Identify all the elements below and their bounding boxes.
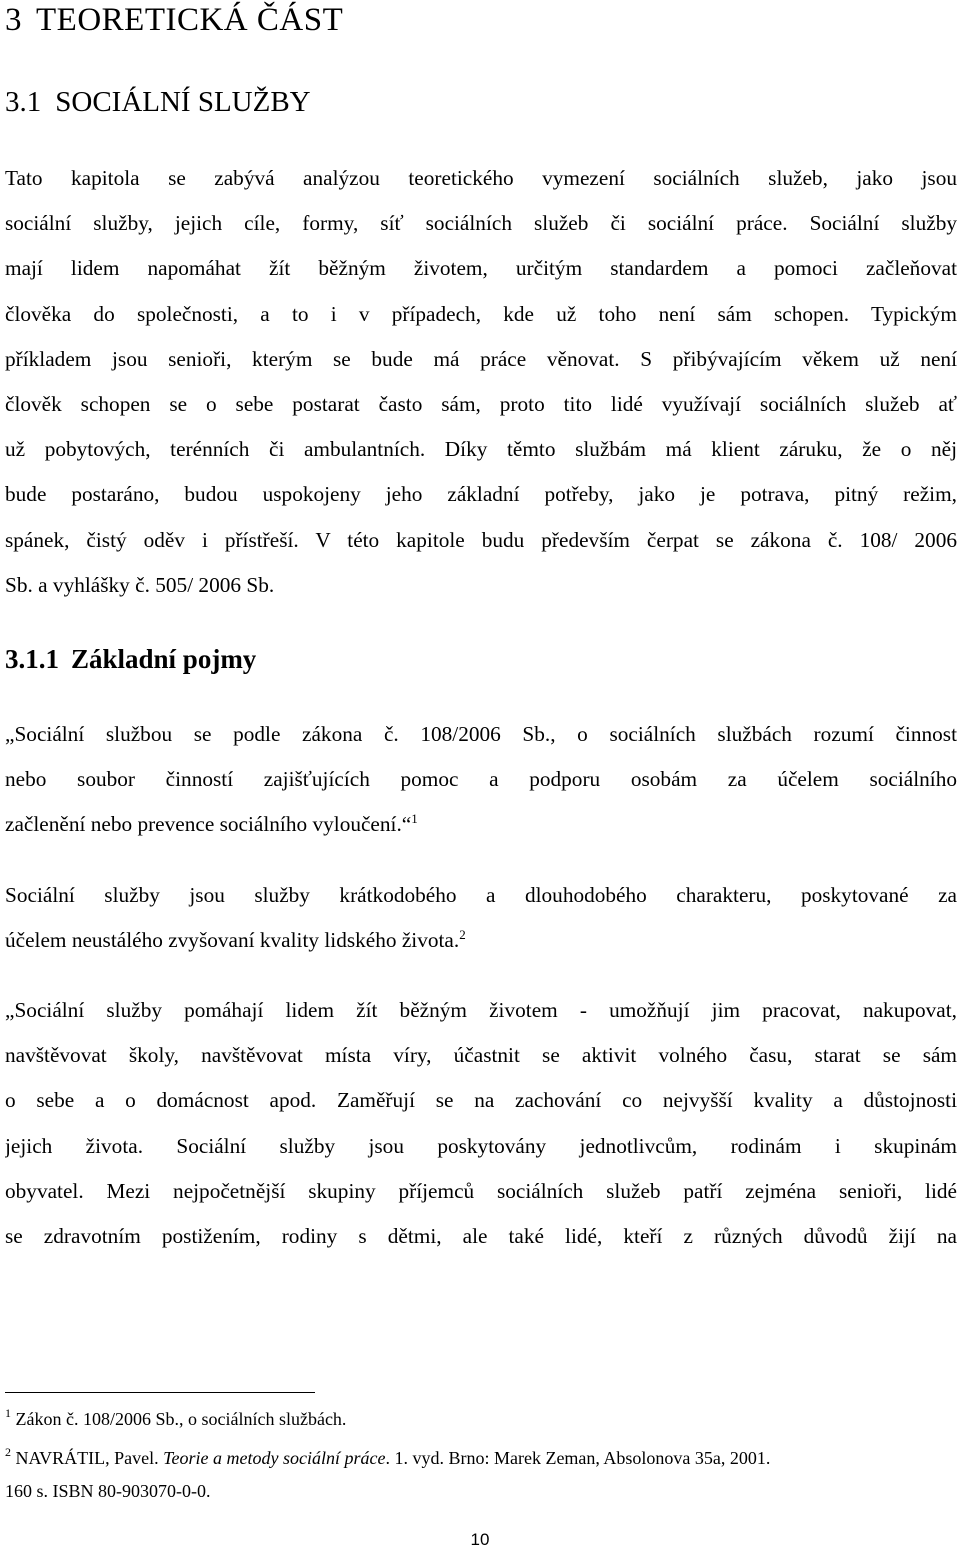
text-line: člověk schopen se o sebe postarat často sám, proto tito lidé využívají sociálních služeb ať [5,391,957,416]
text-line: navštěvovat školy, navštěvovat místa víry, účastnit se aktivit volného času, starat se sám [5,1043,957,1068]
page-number: 10 [470,1530,490,1549]
footnote-book-title: Teorie a metody sociální práce [163,1448,386,1468]
section-heading [5,82,311,122]
text-line: o sebe a o domácnost apod. Zaměřují se na zachování co nejvyšší kvality a důstojnosti [5,1088,957,1113]
text-line: obyvatel. Mezi nejpočetnější skupiny příjemců sociálních služeb patří zejména senioři, lidé [5,1178,957,1203]
text-line: jejich života. Sociální služby jsou poskytovány jednotlivcům, rodinám i skupinám [5,1133,957,1158]
text-line: bude postaráno, budou uspokojeny jeho základní potřeby, jako je potrava, pitný režim, [5,482,957,507]
paragraph-services-quote [5,988,957,1259]
text-line: Tato kapitola se zabývá analýzou teoretického vymezení sociálních služeb, jako jsou [5,166,957,190]
text-line: se zdravotním postižením, rodiny s dětmi, ale také lidé, kteří z různých důvodů žijí na [5,1223,957,1248]
chapter-heading [5,0,343,40]
text-line: příkladem jsou senioři, kterým se bude má práce věnovat. S přibývajícím věkem už není [5,346,957,371]
text-line: nebo soubor činností zajišťujících pomoc a podporu osobám za účelem sociálního [5,767,957,792]
text-line: sociální služby, jejich cíle, formy, síť sociálních služeb či sociální práce. Sociální služby [5,211,957,236]
footnote-mark: 1 [5,1406,11,1420]
text-line: už pobytových, terénních či ambulantních. Díky těmto službám má klient záruku, že o něj [5,437,957,462]
text-line: „Sociální služby pomáhají lidem žít běžným životem - umožňují jim pracovat, nakupovat, [5,998,957,1022]
footnote-reference[interactable]: 2 [459,927,466,943]
footnote-2 [5,1442,957,1508]
footnote-publication: . 1. vyd. Brno: Marek Zeman, Absolonova 35a, 2001. [385,1448,771,1468]
footnote-1 [5,1403,957,1436]
text-line: Sb. a vyhlášky č. 505/ 2006 Sb. [5,572,275,597]
footnote-mark: 2 [5,1445,11,1459]
subsection-number: 3.1.1 [5,644,59,674]
subsection-heading [5,639,256,679]
text-line [5,918,957,963]
footnote-separator [5,1392,315,1393]
chapter-number: 3 [5,2,22,38]
paragraph-services-description [5,873,957,963]
text-line [5,802,957,847]
text-line: „Sociální službou se podle zákona č. 108/2006 Sb., o sociálních službách rozumí činnost [5,722,957,746]
paragraph-definition-quote [5,712,957,848]
footnote-line [5,1442,957,1475]
footnote-text: Zákon č. 108/2006 Sb., o sociálních službách. [15,1409,347,1429]
subsection-title: Základní pojmy [71,644,257,674]
footnote-author: NAVRÁTIL, Pavel. [15,1448,164,1468]
text-line: Sociální služby jsou služby krátkodobého a dlouhodobého charakteru, poskytované za [5,883,957,907]
text-line: spánek, čistý oděv i přístřeší. V této kapitole budu především čerpat se zákona č. 108/ 2006 [5,527,957,552]
text-line-content: začlenění nebo prevence sociálního vyloučení.“ [5,812,412,837]
footnote-reference[interactable]: 1 [411,811,418,827]
footnote-line: 160 s. ISBN 80-903070-0-0. [5,1481,211,1501]
text-line-content: účelem neustálého zvyšovaní kvality lidského života. [5,928,460,953]
paragraph-intro [5,156,957,608]
footnote-line [5,1403,957,1436]
text-line: mají lidem napomáhat žít běžným životem, určitým standardem a pomoci začleňovat [5,256,957,281]
chapter-title: TEORETICKÁ ČÁST [36,2,344,38]
section-title: SOCIÁLNÍ SLUŽBY [55,86,311,118]
section-number: 3.1 [5,86,42,118]
text-line: člověka do společnosti, a to i v případech, kde už toho není sám schopen. Typickým [5,301,957,326]
